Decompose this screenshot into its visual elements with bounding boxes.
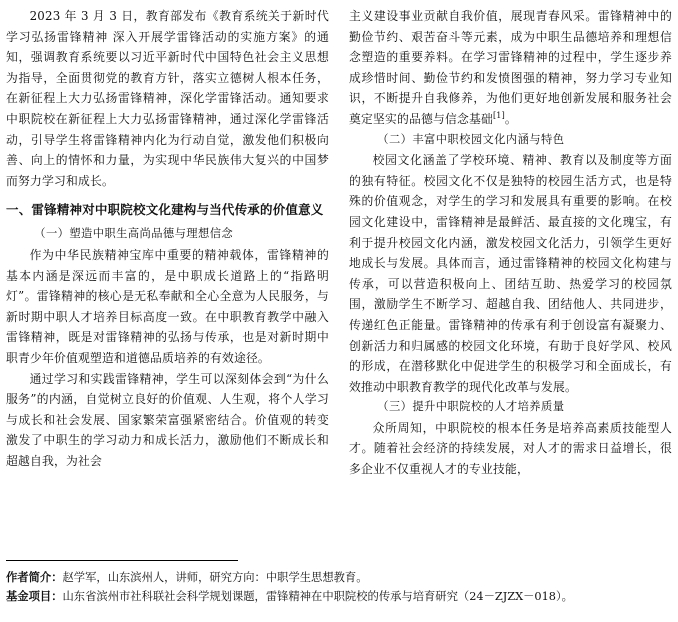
continued-paragraph: [349, 6, 672, 130]
subsection-2-heading: （二）丰富中职校园文化内涵与特色: [377, 132, 565, 146]
subsection-3-paragraph: 众所周知，中职院校的根本任务是培养高素质技能型人才。随着社会经济的持续发展，对人才的需求日益增长，很多企业不仅重视人才的专业技能，: [349, 420, 672, 477]
right-column: [349, 6, 672, 558]
author-label: 作者简介：: [6, 571, 63, 584]
fund-note: [6, 587, 672, 606]
footnotes: [6, 568, 672, 606]
footnote-divider: [6, 560, 238, 561]
left-column: [6, 6, 329, 558]
continued-text: 主义建设事业贡献自我价值，展现青春风采。雷锋精神中的勤俭节约、艰苦奋斗等元素，成为中职生品德培养和理想信念塑造的重要养料。在学习雷锋精神的过程中，学生逐步养成珍惜时间、勤俭节约和发愤图强的精神，努力学习专业知识，不断提升自我修养，为他们更好地创新发展和服务社会奠定坚实的品德与信念基础: [349, 9, 672, 126]
fund-text: 山东省滨州市社科联社会科学规划课题，雷锋精神在中职院校的传承与培育研究（24－ZJZX－018）。: [62, 590, 573, 603]
two-column-body: [6, 6, 672, 558]
subsection-2-paragraph: 校园文化涵盖了学校环境、精神、教育以及制度等方面的独有特征。校园文化不仅是独特的校园生活方式，也是特殊的价值观念，对学生的学习和发展具有重要的影响。在校园文化建设中，雷锋精神是最鲜活、最直接的文化瑰宝，有利于提升校园文化内涵，激发校园文化活力，引领学生更好地成长与发展。具体而言，通过雷锋精神的校园文化构建与传承，可以营造积极向上、团结互助、热爱学习的校园氛围，激励学生不断学习、超越自我、团结他人、共同进步，传递红色正能量。雷锋精神的传承有利于创设富有凝聚力、创新活力和归属感的校园文化环境，有助于良好学风、校风的形成，在潜移默化中促进学生的积极学习和全面成长，有效推动中职教育教学的现代化改革与发展。: [349, 153, 672, 394]
subsection-1-paragraph-1: 作为中华民族精神宝库中重要的精神载体，雷锋精神的基本内涵是深远而丰富的，是中职成长道路上的“指路明灯”。雷锋精神的核心是无私奉献和全心全意为人民服务，与新时期中职人才培养目标高度一致。在中职教育教学中融入雷锋精神，既是对雷锋精神的弘扬与传承，也是对新时期中职青少年价值观塑造和道德品质培养的有效途径。: [6, 247, 329, 365]
author-text: 赵学军，山东滨州人，讲师，研究方向：中职学生思想教育。: [62, 571, 368, 584]
subsection-1-heading: （一）塑造中职生高尚品德与理想信念: [34, 227, 234, 241]
subsection-1-paragraph-2: 通过学习和实践雷锋精神，学生可以深刻体会到“为什么服务”的内涵，自觉树立良好的价值观、人生观，将个人学习与成长和社会发展、国家繁荣富强紧密结合。价值观的转变激发了中职生的学习动力和成长活力，激励他们不断成长和超越自我，为社会: [6, 371, 329, 468]
subsection-3-heading: （三）提升中职院校的人才培养质量: [377, 400, 565, 414]
intro-paragraph: 2023 年 3 月 3 日，教育部发布《教育系统关于新时代学习弘扬雷锋精神 深入开展学雷锋活动的实施方案》的通知，强调教育系统要以习近平新时代中国特色社会主义思想为指导，全面贯彻党的教育方针，落实立德树人根本任务，在新征程上大力弘扬雷锋精神，深化学雷锋活动。通知要求中职院校在新征程上大力弘扬雷锋精神，通过深化学雷锋活动，引导学生将雷锋精神内化为行动自觉，激发他们积极向善、向上的情怀和力量，为实现中华民族伟大复兴的中国梦而努力学习和成长。: [6, 9, 329, 188]
citation-ref[interactable]: [1]: [492, 111, 505, 121]
section-1-heading: 一、雷锋精神对中职院校文化建构与当代传承的价值意义: [6, 202, 324, 218]
fund-label: 基金项目：: [6, 590, 63, 603]
author-note: [6, 568, 672, 587]
continued-end: 。: [504, 111, 517, 126]
